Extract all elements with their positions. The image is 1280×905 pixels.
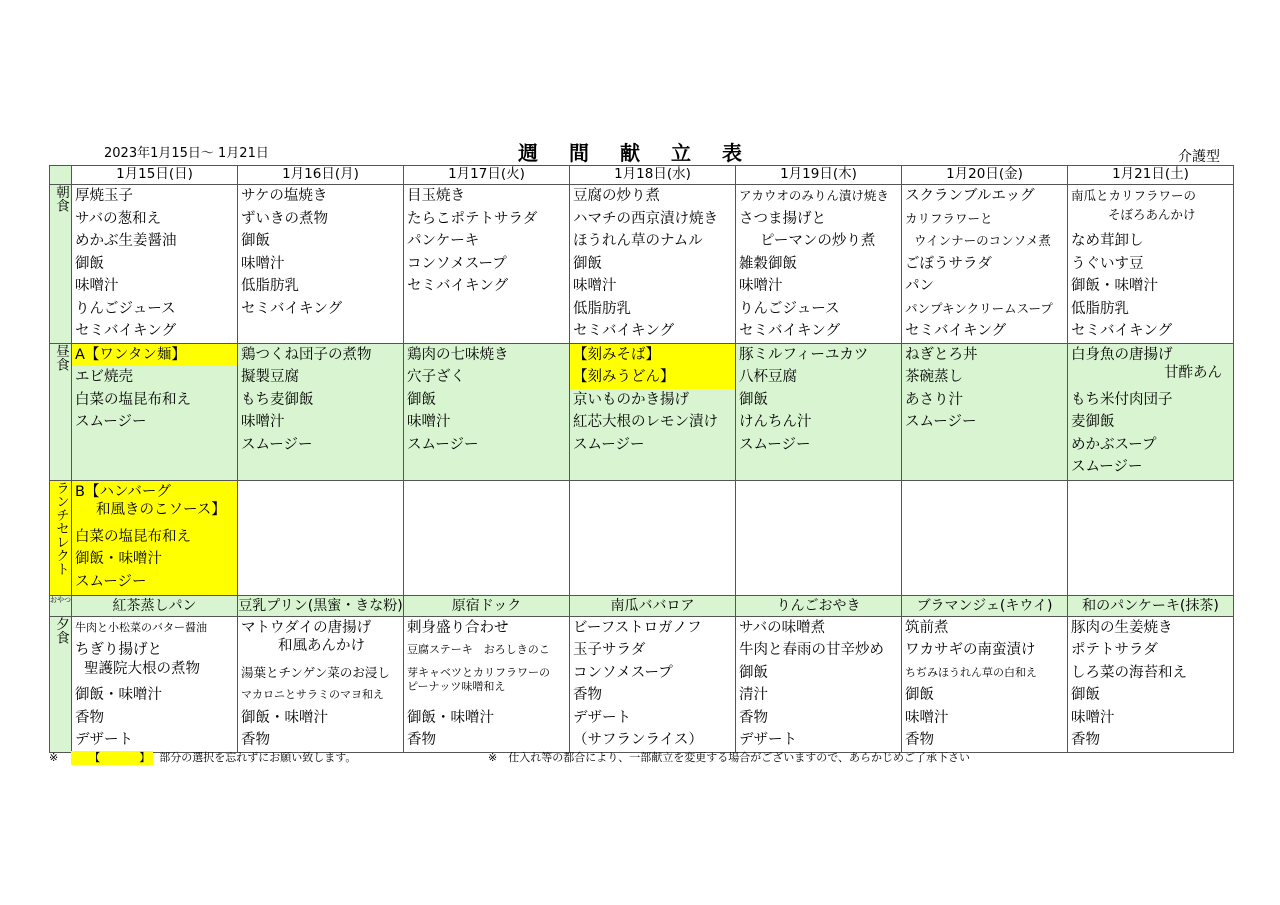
menu-item: 豚ミルフィーユカツ	[739, 346, 869, 363]
lunch-select-cell	[72, 480, 238, 595]
snack-cell: 原宿ドック	[404, 595, 570, 616]
menu-item: セミバイキング	[905, 323, 1007, 339]
lunch-select-row	[50, 480, 1234, 595]
menu-item: 白菜の塩昆布和え	[75, 391, 191, 408]
menu-item: 香物	[905, 732, 934, 748]
breakfast-cell	[238, 185, 404, 344]
menu-item: 雑穀御飯	[739, 255, 797, 272]
weekly-menu-table	[49, 165, 1234, 753]
empty-cell	[1068, 480, 1234, 595]
menu-item: 豆腐ステーキ おろしきのこ	[407, 643, 550, 656]
menu-item: エビ焼売	[75, 369, 133, 385]
dinner-cell	[404, 616, 570, 752]
menu-item: セミバイキング	[739, 323, 841, 339]
day-header: 1月17日(火)	[404, 166, 570, 185]
lunch-cell	[1068, 343, 1234, 480]
menu-item: 芽キャベツとカリフラワーの ピーナッツ味噌和え	[407, 665, 550, 693]
menu-item: 味噌汁	[739, 278, 783, 294]
snack-cell: 南瓜ババロア	[570, 595, 736, 616]
menu-item: 御飯・味噌汁	[407, 709, 494, 726]
menu-item: 香物	[739, 709, 768, 726]
lunch-select-label: ランチセレクト	[50, 480, 72, 595]
menu-item: 味噌汁	[407, 414, 451, 430]
menu-item: あさり汁	[905, 391, 963, 408]
lunch-cell	[238, 343, 404, 480]
menu-item: めかぶ生姜醤油	[75, 233, 177, 249]
snack-row	[50, 595, 1234, 616]
menu-item: りんごジュース	[75, 300, 176, 317]
menu-item: パン	[905, 278, 934, 294]
dinner-cell	[736, 616, 902, 752]
menu-item: スムージー	[75, 414, 147, 430]
menu-item: 清汁	[739, 687, 768, 703]
breakfast-cell	[404, 185, 570, 344]
menu-item: 御飯・味噌汁	[1071, 278, 1158, 294]
menu-item: セミバイキング	[407, 278, 509, 294]
menu-item: 豆腐の炒り煮	[573, 188, 660, 204]
empty-cell	[570, 480, 736, 595]
breakfast-cell	[72, 185, 238, 344]
menu-item: 御飯	[739, 664, 768, 681]
lunch-label: 昼食	[50, 343, 72, 480]
menu-item: ワカサギの南蛮漬け	[905, 642, 1036, 658]
note-mark: ※	[49, 751, 59, 764]
snack-cell: 和のパンケーキ(抹茶)	[1068, 595, 1234, 616]
menu-item: スクランブルエッグ	[905, 188, 1035, 204]
empty-cell	[736, 480, 902, 595]
lunch-row	[50, 343, 1234, 480]
snack-cell: ブラマンジェ(キウイ)	[902, 595, 1068, 616]
menu-item: 穴子ざく	[407, 369, 465, 385]
menu-item: 玉子サラダ	[573, 642, 646, 658]
menu-item: ピーマンの炒り煮	[760, 233, 876, 249]
lunch-cell	[902, 343, 1068, 480]
menu-item: ビーフストロガノフ	[573, 619, 702, 636]
menu-item: サバの葱和え	[75, 210, 162, 227]
menu-item: 御飯	[407, 391, 436, 408]
menu-item: 味噌汁	[75, 278, 119, 294]
day-header: 1月19日(木)	[736, 166, 902, 185]
menu-item: 【刻みうどん】	[570, 366, 735, 389]
breakfast-label: 朝食	[50, 185, 72, 344]
menu-item: 味噌汁	[905, 709, 949, 726]
selection-note	[49, 751, 356, 765]
menu-item: りんごジュース	[739, 300, 840, 317]
lunch-cell	[404, 343, 570, 480]
dinner-cell	[238, 616, 404, 752]
menu-item: もち米付肉団子	[1071, 391, 1173, 408]
menu-item: けんちん汁	[739, 414, 812, 430]
menu-item: ほうれん草のナムル	[573, 233, 703, 249]
menu-item: 低脂肪乳	[1071, 300, 1129, 317]
lunch-cell	[72, 343, 238, 480]
menu-item: 香物	[75, 709, 104, 726]
day-header: 1月18日(水)	[570, 166, 736, 185]
day-header: 1月16日(月)	[238, 166, 404, 185]
dinner-cell	[72, 616, 238, 752]
day-header: 1月15日(日)	[72, 166, 238, 185]
menu-item: デザート	[739, 732, 797, 748]
menu-item: なめ茸卸し	[1071, 233, 1144, 249]
menu-item: B【ハンバーグ	[75, 483, 171, 500]
menu-item: スムージー	[573, 436, 645, 453]
menu-item: 味噌汁	[1071, 709, 1115, 726]
menu-item: スムージー	[241, 436, 313, 453]
menu-item: 牛肉と春雨の甘辛炒め	[739, 642, 884, 658]
menu-item: ずいきの煮物	[241, 210, 328, 227]
menu-item: コンソメスープ	[573, 664, 673, 681]
menu-type-label: 介護型	[1178, 149, 1220, 165]
day-header-row	[50, 166, 1234, 185]
menu-item: 和風あんかけ	[278, 638, 365, 654]
menu-item: ウインナーのコンソメ煮	[914, 233, 1051, 248]
menu-item: 御飯・味噌汁	[75, 551, 162, 567]
empty-cell	[902, 480, 1068, 595]
menu-item: 南瓜とカリフラワーの	[1071, 188, 1197, 203]
menu-item: 低脂肪乳	[573, 300, 631, 317]
lunch-cell	[570, 343, 736, 480]
snack-label: おやつ	[50, 595, 72, 616]
menu-item: 擬製豆腐	[241, 369, 299, 385]
menu-item: デザート	[75, 732, 133, 748]
menu-item: 鶏肉の七味焼き	[407, 346, 509, 363]
menu-item: スムージー	[739, 436, 811, 453]
menu-item: 御飯・味噌汁	[75, 687, 162, 703]
menu-item: スムージー	[1071, 459, 1143, 475]
menu-item: うぐいす豆	[1071, 255, 1144, 272]
menu-item: さつま揚げと	[739, 210, 826, 227]
menu-item: パンケーキ	[407, 233, 480, 249]
menu-item: セミバイキング	[241, 300, 343, 317]
dinner-label: 夕食	[50, 616, 72, 752]
menu-item: セミバイキング	[75, 323, 177, 339]
dinner-row	[50, 616, 1234, 752]
menu-item: 低脂肪乳	[241, 278, 299, 294]
menu-item: サケの塩焼き	[241, 188, 328, 204]
menu-item: セミバイキング	[573, 323, 675, 339]
date-range: 2023年1月15日～ 1月21日	[104, 146, 269, 161]
dinner-cell	[902, 616, 1068, 752]
menu-item: 麦御飯	[1071, 414, 1115, 430]
page-title: 週間献立表	[518, 141, 773, 165]
menu-item: ちぎり揚げと	[75, 642, 162, 658]
menu-item: 目玉焼き	[407, 188, 465, 204]
menu-item: たらこポテトサラダ	[407, 210, 538, 227]
menu-item: 御飯	[75, 255, 104, 272]
snack-cell: りんごおやき	[736, 595, 902, 616]
breakfast-cell	[1068, 185, 1234, 344]
menu-item: （サフランライス）	[573, 732, 703, 748]
menu-item: スムージー	[905, 414, 977, 430]
menu-item: めかぶスープ	[1071, 436, 1157, 453]
menu-item: 香物	[573, 687, 602, 703]
menu-item: カリフラワーと	[905, 210, 993, 226]
menu-item: 白身魚の唐揚げ	[1071, 346, 1173, 363]
menu-item: マトウダイの唐揚げ	[241, 619, 372, 636]
menu-item: 和風きのこソース】	[96, 502, 226, 518]
menu-item: 刺身盛り合わせ	[407, 619, 509, 636]
menu-item: ポテトサラダ	[1071, 642, 1158, 658]
menu-item: そぼろあんかけ	[1108, 206, 1196, 222]
menu-item: A【ワンタン麺】	[72, 344, 237, 367]
menu-item: ちぢみほうれん草の白和え	[905, 665, 1037, 679]
menu-item: 八杯豆腐	[739, 369, 797, 385]
menu-item: 御飯	[573, 255, 602, 272]
menu-item: 御飯・味噌汁	[241, 709, 328, 726]
menu-item: スムージー	[407, 436, 479, 453]
menu-item: パンプキンクリームスープ	[905, 300, 1053, 316]
menu-item: 味噌汁	[573, 278, 617, 294]
menu-item: 茶碗蒸し	[905, 369, 963, 385]
menu-item: アカウオのみりん漬け焼き	[739, 188, 889, 203]
change-note: ※ 仕入れ等の都合により、一部献立を変更する場合がございますので、あらかじめご了承下さい	[488, 751, 970, 764]
snack-cell: 紅茶蒸しパン	[72, 595, 238, 616]
menu-item: 味噌汁	[241, 255, 285, 272]
menu-item: 香物	[1071, 732, 1100, 748]
menu-item: 御飯	[905, 687, 934, 703]
menu-item: マカロニとサラミのマヨ和え	[241, 688, 384, 701]
menu-item: 紅芯大根のレモン漬け	[573, 414, 718, 430]
lunch-cell	[736, 343, 902, 480]
empty-cell	[404, 480, 570, 595]
day-header: 1月20日(金)	[902, 166, 1068, 185]
menu-item: 御飯	[1071, 687, 1100, 703]
menu-item: サバの味噌煮	[739, 619, 826, 636]
menu-item: ハマチの西京漬け焼き	[573, 210, 718, 227]
menu-item: 聖護院大根の煮物	[84, 660, 200, 677]
day-header: 1月21日(土)	[1068, 166, 1234, 185]
empty-cell	[238, 480, 404, 595]
selection-note-text: 部分の選択を忘れずにお願い致します。	[159, 751, 357, 764]
menu-item: 味噌汁	[241, 414, 285, 430]
menu-item: 厚焼玉子	[75, 188, 133, 204]
menu-item: 豚肉の生姜焼き	[1071, 619, 1173, 636]
menu-item: 京いものかき揚げ	[573, 391, 689, 408]
menu-item: コンソメスープ	[407, 255, 507, 272]
menu-item: 香物	[241, 732, 270, 748]
menu-item: ねぎとろ丼	[905, 346, 978, 363]
dinner-cell	[1068, 616, 1234, 752]
menu-item: 甘酢あん	[1164, 365, 1222, 381]
menu-item: 鶏つくね団子の煮物	[241, 346, 372, 363]
snack-cell: 豆乳プリン(黒蜜・きな粉)	[238, 595, 404, 616]
menu-item: 牛肉と小松菜のバター醤油	[75, 620, 207, 634]
menu-item: もち麦御飯	[241, 391, 314, 408]
menu-item: ごぼうサラダ	[905, 255, 992, 272]
dinner-cell	[570, 616, 736, 752]
corner-cell	[50, 166, 72, 185]
menu-item: 白菜の塩昆布和え	[75, 528, 191, 545]
menu-item: 湯葉とチンゲン菜のお浸し	[241, 664, 390, 680]
menu-item: セミバイキング	[1071, 323, 1173, 339]
menu-item: 御飯	[739, 391, 768, 408]
breakfast-cell	[902, 185, 1068, 344]
highlight-bracket: 【 】	[71, 751, 153, 765]
breakfast-cell	[570, 185, 736, 344]
menu-item: スムージー	[75, 573, 147, 590]
menu-item: デザート	[573, 709, 631, 726]
menu-item: 筑前煮	[905, 619, 949, 636]
breakfast-row	[50, 185, 1234, 344]
menu-item: 【刻みそば】	[570, 344, 735, 367]
menu-item: しろ菜の海苔和え	[1071, 664, 1187, 681]
menu-item: 香物	[407, 732, 436, 748]
menu-item: 御飯	[241, 233, 270, 249]
breakfast-cell	[736, 185, 902, 344]
